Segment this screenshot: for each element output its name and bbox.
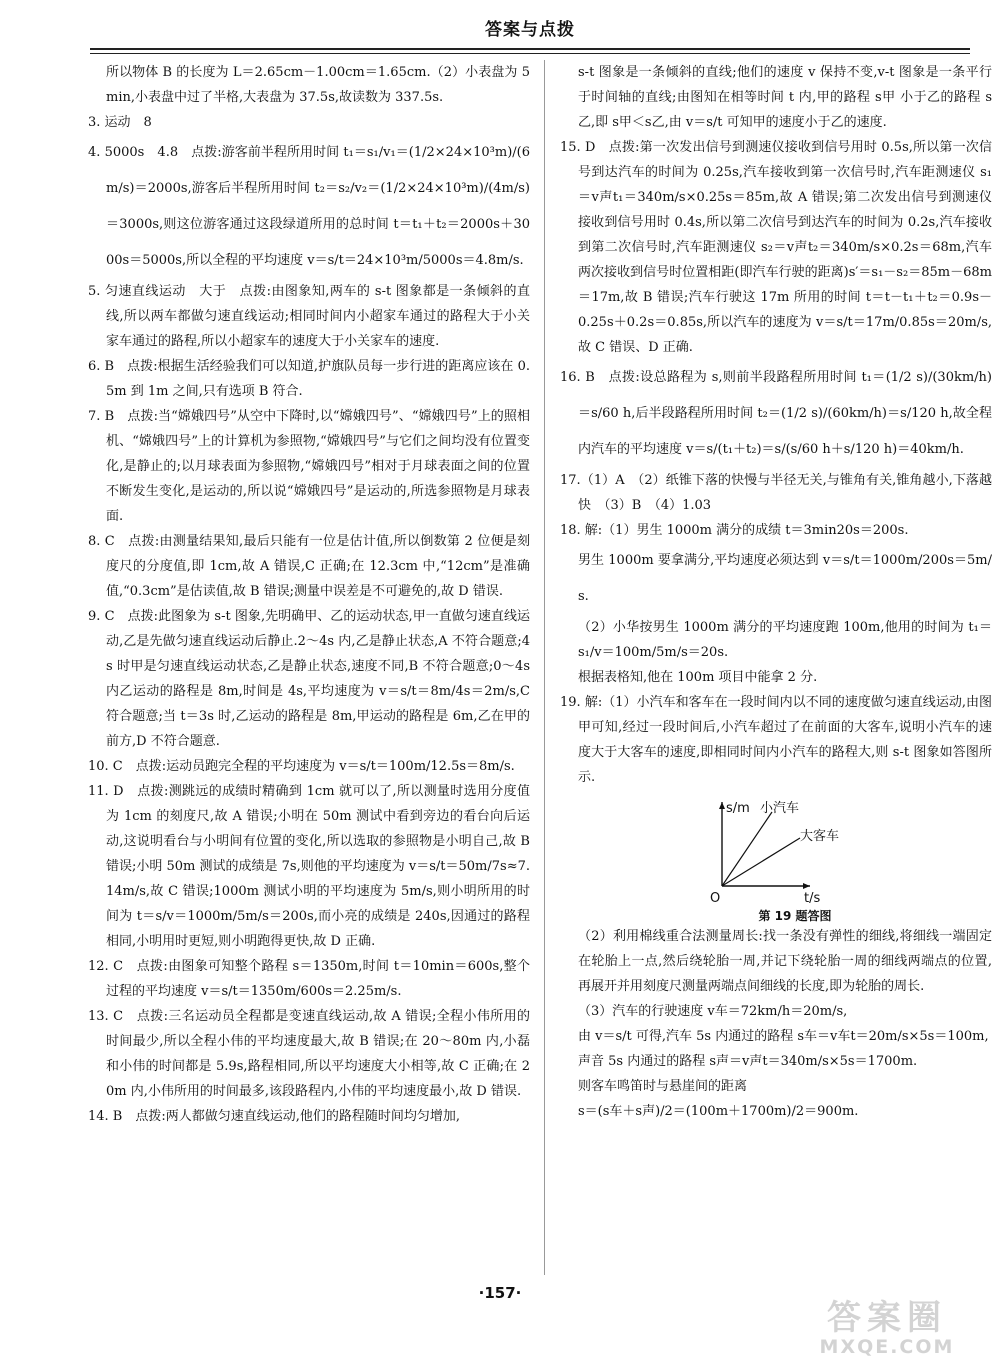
y-axis-label: s/m (726, 801, 750, 816)
bus-line (722, 838, 800, 886)
answer-q17: 17.（1）A （2）纸锥下落的快慢与半径无关,与锥角有关,锥角越小,下落越快 （3）B （4）1.03 (560, 473, 992, 513)
answer-q14: 14. B 点拨:两人都做匀速直线运动,他们的路程随时间均匀增加, (88, 1109, 461, 1124)
answer-q19c: （3）汽车的行驶速度 v车＝72km/h＝20m/s, (578, 1004, 848, 1019)
answer-q19e: 声音 5s 内通过的路程 s声＝v声t＝340m/s×5s＝1700m. (578, 1054, 918, 1069)
y-axis-arrow (719, 802, 725, 809)
answer-q8: 8. C 点拨:由测量结果知,最后只能有一位是估计值,所以倒数第 2 位便是刻度尺的分度值,即 1cm,故 A 错误,C 正确;在 12.3cm 中,“12cm”是准确值,“0.3cm”是估读值,故 B 错误;测量中误差是不可避免的,故 D 错误. (88, 534, 530, 599)
answer-q18a: 18. 解:（1）男生 1000m 满分的成绩 t＝3min20s＝200s. (560, 523, 909, 538)
answer-p2: 所以物体 B 的长度为 L＝2.65cm－1.00cm＝1.65cm.（2）小表盘为 5min,小表盘中过了半格,大表盘为 37.5s,故读数为 337.5s. (106, 65, 530, 105)
answer-q3: 3. 运动 8 (88, 115, 152, 130)
answer-q16: 16. B 点拨:设总路程为 s,则前半段路程所用时间 t₁＝(1/2 s)/(30km/h)＝s/60 h,后半段路程所用时间 t₂＝(1/2 s)/(60km/h)＝s/120 h,故全程内汽车的平均速度 v＝s/(t₁＋t₂)＝s/(s/60 h＋s/120 h)＝40km/h. (560, 370, 992, 457)
watermark-site: MXQE.COM (819, 1336, 955, 1358)
answer-q18c: （2）小华按男生 1000m 满分的平均速度跑 100m,他用的时间为 t₁＝s₁/v＝100m/5m/s＝20s. (578, 620, 992, 660)
bus-line-label: 大客车 (800, 829, 840, 844)
x-axis-label: t/s (804, 891, 821, 906)
st-graph-figure (700, 794, 880, 924)
car-line-label: 小汽车 (760, 801, 800, 816)
figure-caption: 第 19 题答图 (758, 909, 832, 923)
watermark (802, 1300, 972, 1360)
answer-q9: 9. C 点拨:此图象为 s-t 图象,先明确甲、乙的运动状态,甲一直做匀速直线运动,乙是先做匀速直线运动后静止.2～4s 内,乙是静止状态,A 不符合题意;4s 时甲是匀速直线运动状态,乙是静止状态,速度不同,B 不符合题意;0～4s 内乙运动的路程是 8m,时间是 4s,平均速度为 v＝s/t＝8m/4s＝2m/s,C 符合题意;当 t＝3s 时,乙运动的路程是 8m,甲运动的路程是 6m,乙在甲的前方,D 不符合题意. (88, 609, 530, 749)
right-column (560, 60, 992, 1124)
left-column (88, 60, 530, 1129)
answer-q11: 11. D 点拨:测跳远的成绩时精确到 1cm 就可以了,所以测量时选用分度值为 1cm 的刻度尺,故 A 错误;小明在 50m 测试中看到旁边的看台向后运动,这说明看台与小明间有位置的变化,所以选取的参照物是小明自己,故 B 错误;小明 50m 测试的成绩是 7s,则他的平均速度为 v＝s/t＝50m/7s≈7.14m/s,故 C 错误;1000m 测试小明的平均速度为 5m/s,则小明所用的时间为 t＝s/v＝1000m/5m/s＝200s,而小亮的成绩是 240s,因通过的路程相同,小明用时更短,则小明跑得更快,故 D 正确. (88, 784, 530, 949)
answer-q6: 6. B 点拨:根据生活经验我们可以知道,护旗队员每一步行进的距离应该在 0.5m 到 1m 之间,只有选项 B 符合. (88, 359, 530, 399)
answer-q18d: 根据表格知,他在 100m 项目中能拿 2 分. (578, 670, 818, 685)
origin-label: O (710, 891, 721, 906)
answer-q5: 5. 匀速直线运动 大于 点拨:由图象知,两车的 s-t 图象都是一条倾斜的直线,所以两车都做匀速直线运动;相同时间内小超家车通过的路程大于小关家车通过的路程,所以小超家车的速度大于小关家车的速度. (88, 284, 530, 349)
answer-q19f: 则客车鸣笛时与悬崖间的距离 (578, 1079, 748, 1094)
header-rule (90, 53, 970, 54)
car-line (722, 812, 772, 886)
page-header (90, 12, 970, 50)
answer-q19g: s＝(s车＋s声)/2＝(100m＋1700m)/2＝900m. (578, 1104, 859, 1119)
answer-q14b: s-t 图象是一条倾斜的直线;他们的速度 v 保持不变,v-t 图象是一条平行于时间轴的直线;由图知在相等时间 t 内,甲的路程 s甲 小于乙的路程 s乙,即 s甲＜s乙,由 v＝s/t 可知甲的速度小于乙的速度. (578, 65, 992, 130)
answer-q13: 13. C 点拨:三名运动员全程都是变速直线运动,故 A 错误;全程小伟所用的时间最少,所以全程小伟的平均速度最大,故 B 错误;在 20～80m 内,小磊和小伟的时间都是 5.9s,路程相同,所以平均速度大小相等,故 C 正确;在 20m 内,小伟所用的时间最多,该段路程内,小伟的平均速度最小,故 D 错误. (88, 1009, 530, 1099)
answer-q18b: 男生 1000m 要拿满分,平均速度必须达到 v＝s/t＝1000m/200s＝5m/s. (578, 553, 992, 604)
answer-q19b: （2）利用棉线重合法测量周长:找一条没有弹性的细线,将细线一端固定在轮胎上一点,然后绕轮胎一周,并记下绕轮胎一周的细线两端点的位置,再展开并用刻度尺测量两端点间细线的长度,即为轮胎的周长. (578, 929, 992, 994)
page-number: ·157· (478, 1284, 522, 1302)
answer-q10: 10. C 点拨:运动员跑完全程的平均速度为 v＝s/t＝100m/12.5s＝8m/s. (88, 759, 515, 774)
answer-q19a: 19. 解:（1）小汽车和客车在一段时间内以不同的速度做匀速直线运动,由图甲可知,经过一段时间后,小汽车超过了在前面的大客车,说明小汽车的速度大于大客车的速度,即相同时间内小汽车的路程大,则 s-t 图象如答图所示. (560, 695, 992, 785)
answer-q4: 4. 5000s 4.8 点拨:游客前半程所用时间 t₁＝s₁/v₁＝(1/2×24×10³m)/(6m/s)＝2000s,游客后半程所用时间 t₂＝s₂/v₂＝(1/2×24×10³m)/(4m/s)＝3000s,则这位游客通过这段绿道所用的总时间 t＝t₁＋t₂＝2000s＋3000s＝5000s,所以全程的平均速度 v＝s/t＝24×10³m/5000s＝4.8m/s. (88, 145, 530, 268)
watermark-logo: 答案圈 (827, 1298, 947, 1338)
answer-q19d: 由 v＝s/t 可得,汽车 5s 内通过的路程 s车＝v车t＝20m/s×5s＝100m, (578, 1029, 989, 1044)
header-title: 答案与点拨 (485, 20, 575, 40)
column-divider (544, 60, 545, 1275)
answer-q12: 12. C 点拨:由图象可知整个路程 s＝1350m,时间 t＝10min＝600s,整个过程的平均速度 v＝s/t＝1350m/600s＝2.25m/s. (88, 959, 530, 999)
answer-q7: 7. B 点拨:当“嫦娥四号”从空中下降时,以“嫦娥四号”、“嫦娥四号”上的照相机、“嫦娥四号”上的计算机为参照物,“嫦娥四号”与它们之间均没有位置变化,是静止的;以月球表面为参照物,“嫦娥四号”相对于月球表面之间的位置不断发生变化,是运动的,所以说“嫦娥四号”是运动的,所选参照物是月球表面. (88, 409, 530, 524)
answer-q15: 15. D 点拨:第一次发出信号到测速仪接收到信号用时 0.5s,所以第一次信号到达汽车的时间为 0.25s,汽车接收到第一次信号时,汽车距测速仪 s₁＝v声t₁＝340m/s×0.25s＝85m,故 A 错误;第二次发出信号到测速仪接收到信号用时 0.4s,所以第二次信号到达汽车的时间为 0.2s,汽车接收到第二次信号时,汽车距测速仪 s₂＝v声t₂＝340m/s×0.2s＝68m,汽车两次接收到信号时位置相距(即汽车行驶的距离)s′＝s₁－s₂＝85m－68m＝17m,故 B 错误;汽车行驶这 17m 所用的时间 t＝t－t₁＋t₂＝0.9s－0.25s＋0.2s＝0.85s,所以汽车的速度为 v＝s/t＝17m/0.85s＝20m/s,故 C 错误、D 正确. (560, 140, 992, 355)
